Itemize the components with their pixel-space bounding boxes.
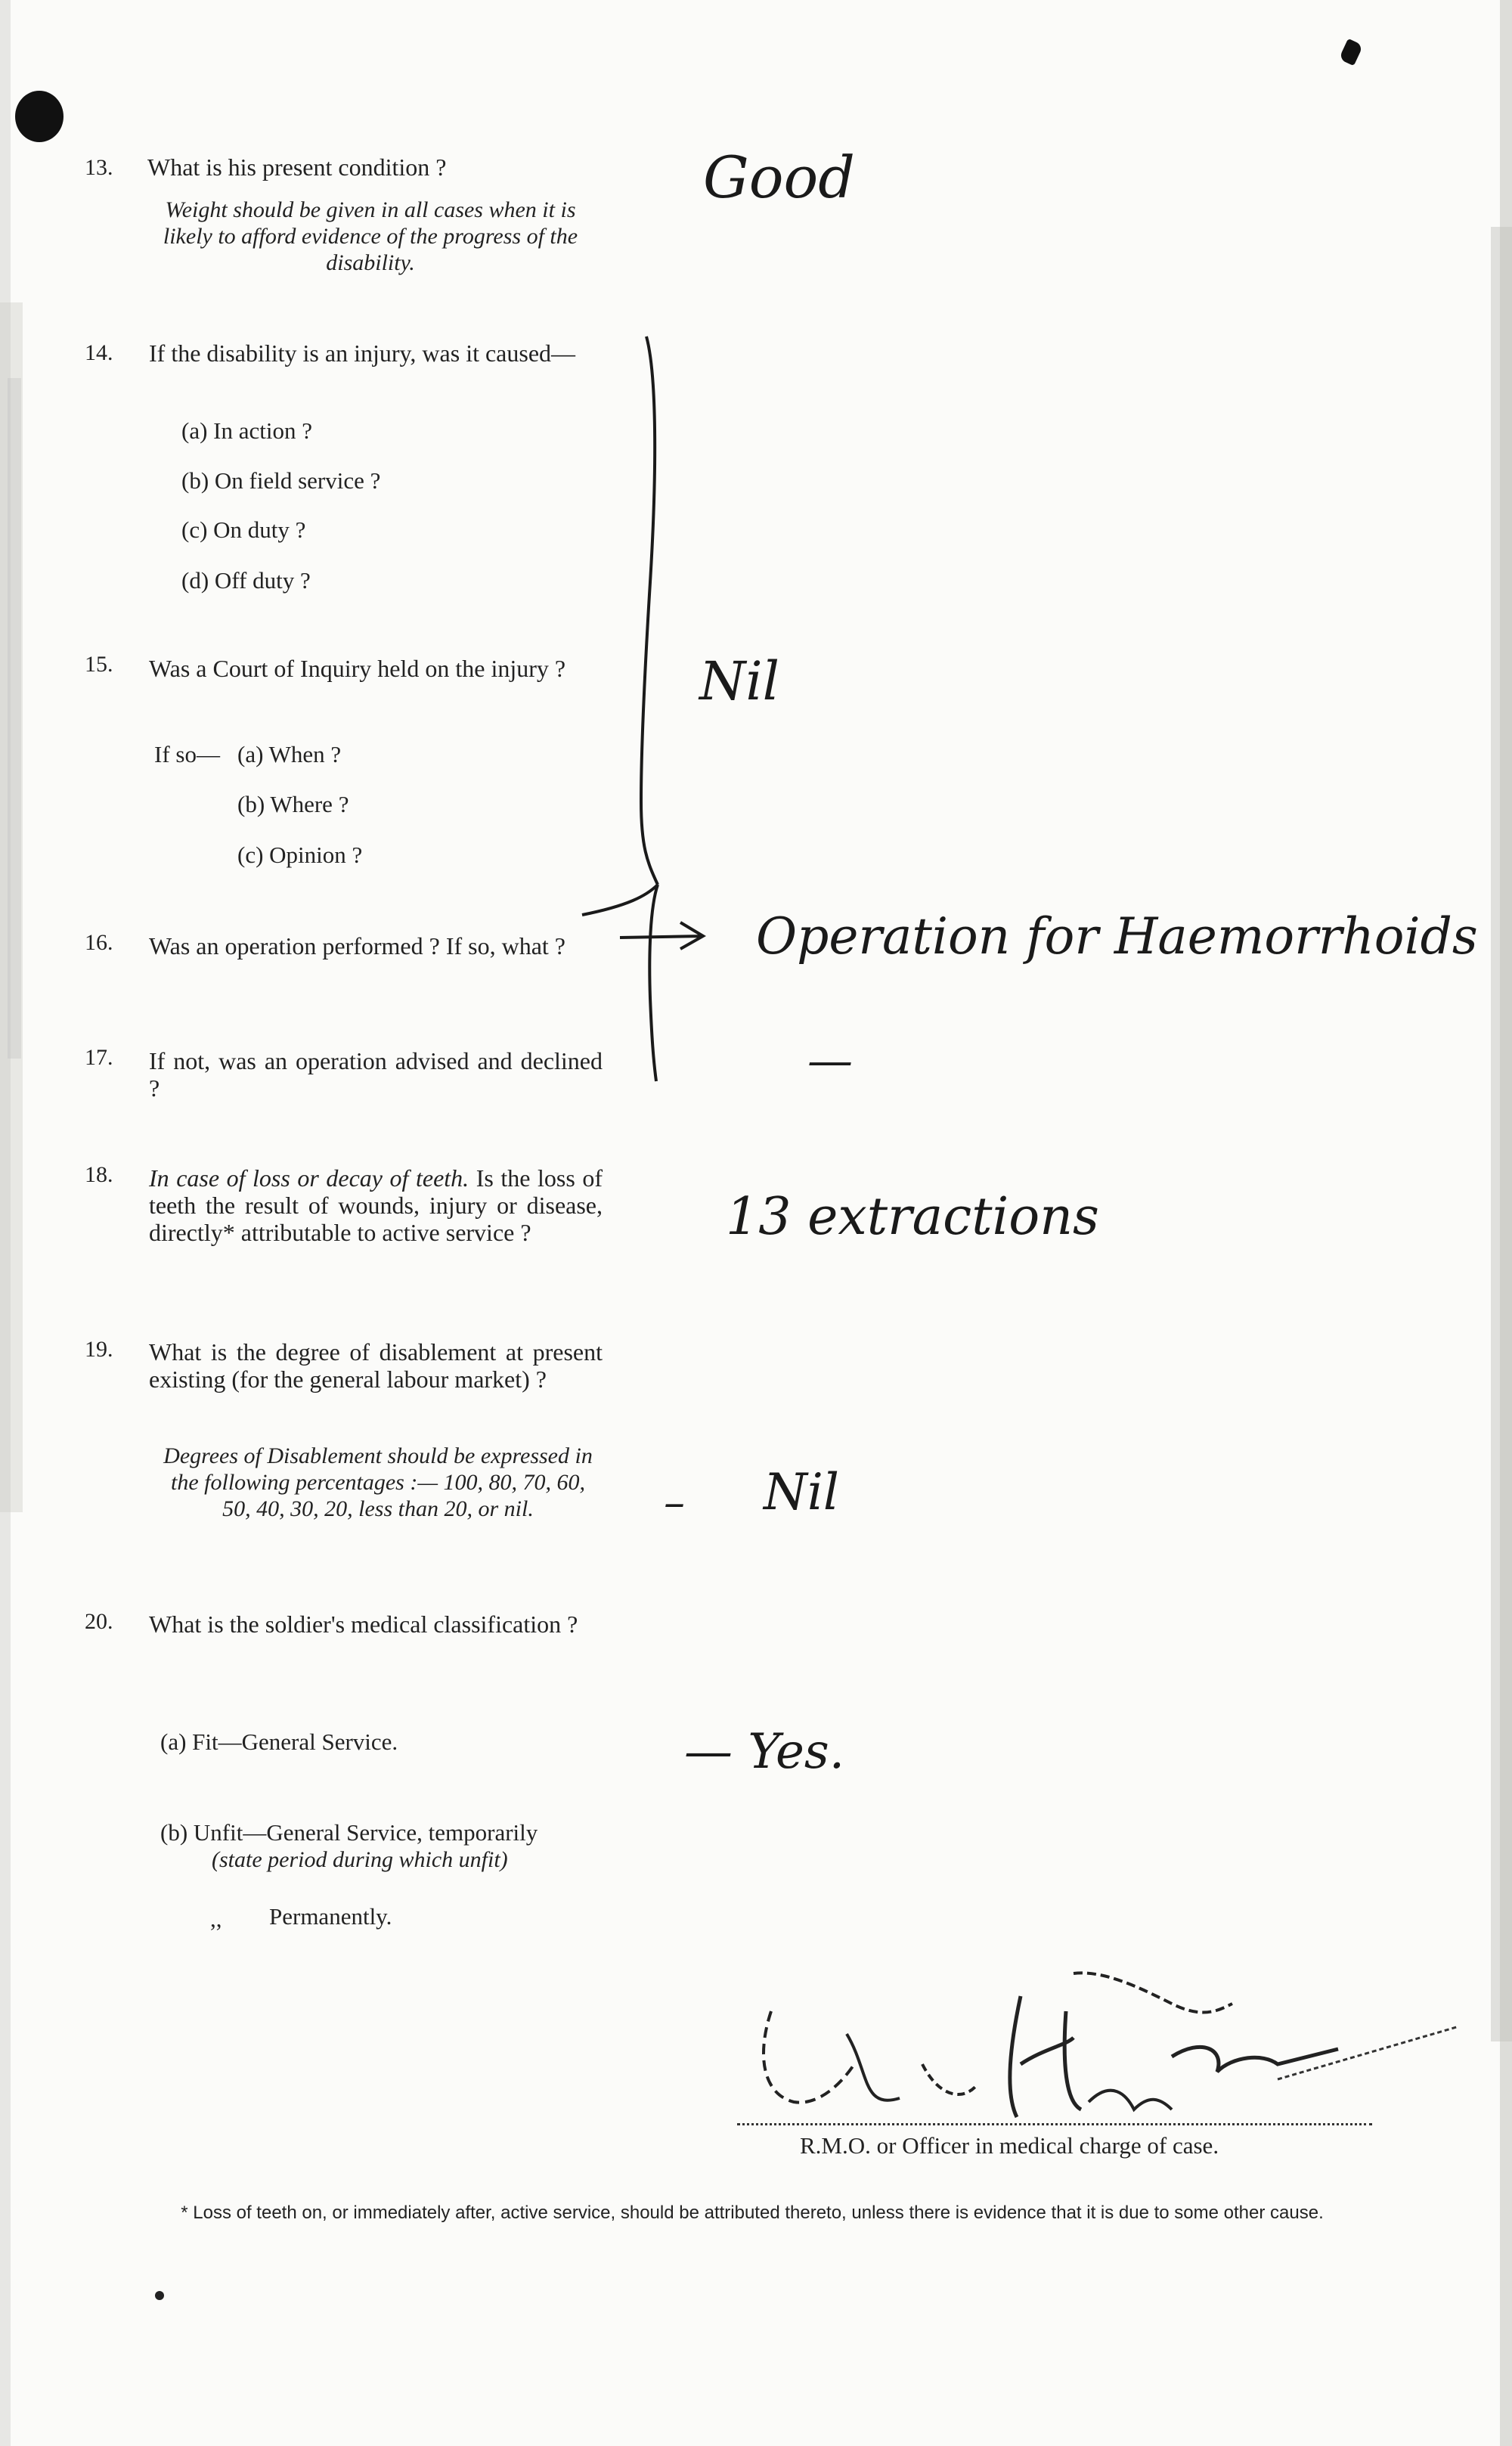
q20-ditto-mark: ,, xyxy=(210,1905,222,1932)
punch-hole xyxy=(15,91,64,142)
q19-dash: – xyxy=(664,1478,685,1527)
q20-number: 20. xyxy=(85,1609,113,1634)
q18-question-text: Is the loss of teeth the result of wounds, injury or disease, directly* attributable to active service ? xyxy=(149,1164,603,1246)
q15-number: 15. xyxy=(85,652,113,677)
q16-question: Was an operation performed ? If so, what ? xyxy=(149,932,565,959)
scan-noise-right xyxy=(1483,0,1512,2446)
footnote: * Loss of teeth on, or immediately after, active service, should be attributed thereto, unless there is evidence that it is due to some other cause. xyxy=(181,2203,1324,2223)
signature-caption: R.M.O. or Officer in medical charge of case. xyxy=(800,2132,1219,2159)
scan-noise-left xyxy=(0,0,45,2446)
signature-line xyxy=(737,2123,1372,2125)
q17-question: If not, was an operation advised and declined ? xyxy=(149,1047,603,1102)
q14-item-a: (a) In action ? xyxy=(181,417,312,444)
q13-answer: Good xyxy=(703,144,855,211)
q16-answer: Operation for Haemorrhoids xyxy=(756,907,1478,966)
q18-question-italic: In case of loss or decay of teeth. xyxy=(149,1164,469,1192)
q13-question: What is his present condition ? xyxy=(147,153,447,181)
q17-number: 17. xyxy=(85,1045,113,1070)
q18-answer: 13 extractions xyxy=(726,1187,1099,1247)
q15-question: Was a Court of Inquiry held on the injury ? xyxy=(149,655,566,682)
q18-question xyxy=(149,1164,603,1246)
q13-note: Weight should be given in all cases when it is likely to afford evidence of the progress of the disability. xyxy=(163,197,578,275)
q19-answer: Nil xyxy=(764,1463,839,1521)
q20-item-c: Permanently. xyxy=(269,1903,392,1930)
q20-answer: — Yes. xyxy=(684,1724,845,1780)
q16-number: 16. xyxy=(85,930,113,955)
q14-item-d: (d) Off duty ? xyxy=(181,567,311,594)
q14-number: 14. xyxy=(85,340,113,365)
q14-item-b: (b) On field service ? xyxy=(181,467,381,494)
stray-dot xyxy=(155,2291,164,2300)
q20-question: What is the soldier's medical classification ? xyxy=(149,1611,578,1638)
q20-item-b: (b) Unfit—General Service, temporarily xyxy=(160,1819,538,1846)
q20-item-a: (a) Fit—General Service. xyxy=(160,1728,398,1755)
q13-number: 13. xyxy=(85,155,113,180)
q15-item-b: (b) Where ? xyxy=(237,791,349,817)
q14-item-c: (c) On duty ? xyxy=(181,516,306,543)
q18-number: 18. xyxy=(85,1162,113,1187)
q20-item-b-note: (state period during which unfit) xyxy=(212,1847,508,1872)
q15-answer: Nil xyxy=(699,650,780,712)
officer-signature xyxy=(748,1966,1474,2140)
bracket-brace xyxy=(575,333,726,1089)
q19-question: What is the degree of disablement at present existing (for the general labour market) ? xyxy=(149,1338,603,1393)
q15-item-a: (a) When ? xyxy=(237,741,342,767)
q19-note: Degrees of Disablement should be expressed in the following percentages :— 100, 80, 70, 60, 50, 40, 30, 20, less than 20, or nil. xyxy=(163,1443,593,1521)
q19-number: 19. xyxy=(85,1337,113,1362)
q17-answer: — xyxy=(807,1034,853,1087)
q15-item-c: (c) Opinion ? xyxy=(237,842,363,868)
q15-if-so: If so— xyxy=(154,741,220,767)
q14-question: If the disability is an injury, was it caused— xyxy=(149,339,576,367)
corner-mark xyxy=(1339,39,1364,66)
